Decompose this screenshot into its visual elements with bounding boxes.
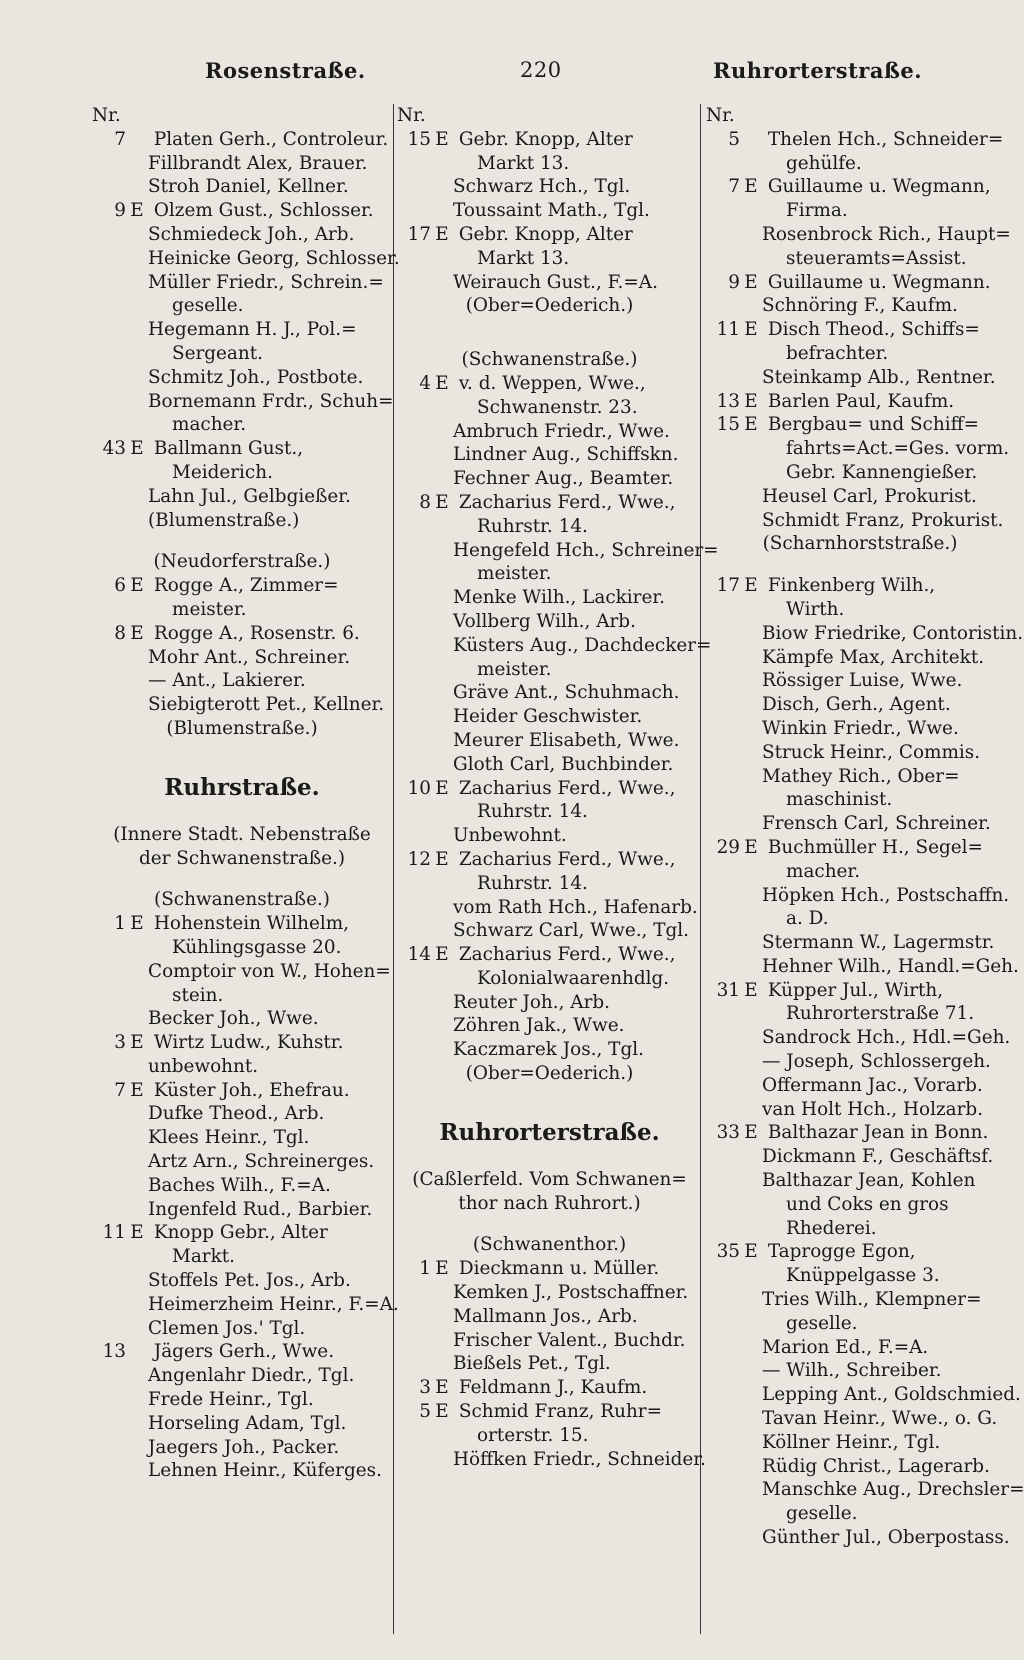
house-number: 1 bbox=[419, 1258, 431, 1280]
house-number: 31 bbox=[716, 979, 740, 1001]
resident-entry: Heinicke Georg, Schlosser. bbox=[148, 247, 400, 269]
entry-continuation: Ruhrstr. 14. bbox=[477, 515, 588, 537]
resident-text: Zacharius Ferd., Wwe., bbox=[453, 491, 676, 513]
resident-entry: Kemken J., Postschaffner. bbox=[453, 1282, 689, 1304]
entry-continuation: Firma. bbox=[786, 200, 848, 222]
entry-continuation: a. D. bbox=[786, 908, 829, 930]
ownership-mark: E bbox=[130, 1032, 144, 1054]
house-entry bbox=[92, 1340, 392, 1364]
ownership-mark: E bbox=[744, 1241, 758, 1263]
spacer bbox=[92, 805, 392, 823]
section-note: thor nach Ruhrort.) bbox=[458, 1192, 641, 1214]
column-3 bbox=[706, 104, 1024, 1550]
house-number: 7 bbox=[114, 1079, 126, 1101]
section-note: (Ober=Oederich.) bbox=[465, 295, 634, 317]
resident-entry: Lindner Aug., Schiffskn. bbox=[453, 444, 679, 466]
entry-continuation: befrachter. bbox=[786, 342, 889, 364]
resident-entry: Reuter Joh., Arb. bbox=[453, 991, 611, 1013]
house-number: 5 bbox=[728, 128, 740, 150]
resident-entry: Günther Jul., Oberpostass. bbox=[762, 1527, 1010, 1549]
house-entry bbox=[92, 128, 392, 152]
resident-entry: Rüdig Christ., Lagerarb. bbox=[762, 1455, 990, 1477]
ownership-mark: E bbox=[744, 979, 758, 1001]
entry-continuation: Markt. bbox=[172, 1246, 235, 1268]
house-entry bbox=[706, 1121, 1014, 1145]
house-number: 9 bbox=[728, 271, 740, 293]
resident-entry: Rosenbrock Rich., Haupt= bbox=[762, 223, 1011, 245]
house-number: 8 bbox=[114, 622, 126, 644]
resident-entry: Stroh Daniel, Kellner. bbox=[148, 176, 349, 198]
ownership-mark: E bbox=[744, 575, 758, 597]
house-number: 9 bbox=[114, 200, 126, 222]
house-number: 7 bbox=[728, 176, 740, 198]
resident-text: Gebr. Knopp, Alter bbox=[453, 128, 633, 150]
resident-entry: Weirauch Gust., F.=A. bbox=[453, 271, 658, 293]
resident-entry: Ambruch Friedr., Wwe. bbox=[453, 420, 670, 442]
resident-text: Hohenstein Wilhelm, bbox=[148, 913, 350, 935]
house-entry bbox=[706, 390, 1014, 414]
resident-entry: Struck Heinr., Commis. bbox=[762, 741, 981, 763]
resident-entry: Stoffels Pet. Jos., Arb. bbox=[148, 1270, 351, 1292]
ownership-mark: E bbox=[130, 438, 144, 460]
resident-entry: Winkin Friedr., Wwe. bbox=[762, 717, 959, 739]
house-number: 35 bbox=[716, 1241, 740, 1263]
section-note: (Blumenstraße.) bbox=[166, 717, 318, 739]
ownership-mark: E bbox=[435, 128, 449, 150]
house-number: 7 bbox=[114, 128, 126, 150]
spacer bbox=[397, 1150, 702, 1168]
resident-entry: Heimerzheim Heinr., F.=A. bbox=[148, 1293, 399, 1315]
resident-entry: Becker Joh., Wwe. bbox=[148, 1008, 319, 1030]
house-number: 13 bbox=[102, 1341, 126, 1363]
section-note: (Neudorferstraße.) bbox=[153, 551, 331, 573]
house-entry bbox=[397, 1376, 702, 1400]
column-nr-label: Nr. bbox=[92, 105, 121, 126]
entry-continuation: steueramts=Assist. bbox=[786, 247, 967, 269]
resident-entry: Köllner Heinr., Tgl. bbox=[762, 1431, 941, 1453]
ownership-mark: E bbox=[435, 848, 449, 870]
resident-entry: van Holt Hch., Holzarb. bbox=[762, 1098, 984, 1120]
resident-text: Gebr. Knopp, Alter bbox=[453, 223, 633, 245]
resident-entry: Höffken Friedr., Schneider. bbox=[453, 1448, 706, 1470]
resident-entry: Angenlahr Diedr., Tgl. bbox=[148, 1365, 355, 1387]
house-entry bbox=[397, 372, 702, 396]
ownership-mark: E bbox=[435, 491, 449, 513]
house-entry bbox=[706, 979, 1014, 1003]
resident-text: Guillaume u. Wegmann, bbox=[762, 176, 991, 198]
resident-entry: Müller Friedr., Schrein.= bbox=[148, 271, 384, 293]
ownership-mark: E bbox=[435, 223, 449, 245]
ownership-mark: E bbox=[744, 836, 758, 858]
resident-entry: Schmitz Joh., Postbote. bbox=[148, 366, 364, 388]
resident-entry: Bornemann Frdr., Schuh= bbox=[148, 390, 394, 412]
house-entry bbox=[92, 1079, 392, 1103]
entry-continuation: macher. bbox=[172, 414, 247, 436]
resident-entry: Fechner Aug., Beamter. bbox=[453, 468, 674, 490]
resident-entry: Stermann W., Lagermstr. bbox=[762, 932, 995, 954]
house-number: 4 bbox=[419, 372, 431, 394]
resident-entry: Artz Arn., Schreinerges. bbox=[148, 1151, 375, 1173]
house-number: 11 bbox=[102, 1222, 126, 1244]
house-entry bbox=[397, 1257, 702, 1281]
resident-text: Zacharius Ferd., Wwe., bbox=[453, 777, 676, 799]
house-entry bbox=[706, 175, 1014, 199]
resident-entry: Lahn Jul., Gelbgießer. bbox=[148, 485, 351, 507]
house-entry bbox=[397, 943, 702, 967]
section-note: (Schwanenstraße.) bbox=[154, 889, 330, 911]
entry-continuation: Ruhrstr. 14. bbox=[477, 872, 588, 894]
spacer bbox=[92, 741, 392, 771]
ownership-mark: E bbox=[744, 414, 758, 436]
house-number: 29 bbox=[716, 836, 740, 858]
entry-continuation: Wirth. bbox=[786, 598, 845, 620]
resident-entry: — Wilh., Schreiber. bbox=[762, 1360, 942, 1382]
resident-text: Zacharius Ferd., Wwe., bbox=[453, 848, 676, 870]
section-note: (Ober=Oederich.) bbox=[465, 1063, 634, 1085]
ownership-mark: E bbox=[744, 176, 758, 198]
resident-entry: Mallmann Jos., Arb. bbox=[453, 1305, 638, 1327]
resident-entry: Schmidt Franz, Prokurist. bbox=[762, 509, 1004, 531]
entry-continuation: Ruhrstr. 14. bbox=[477, 801, 588, 823]
resident-entry: Tries Wilh., Klempner= bbox=[762, 1289, 982, 1311]
resident-text: Disch Theod., Schiffs= bbox=[762, 319, 980, 341]
section-note: (Schwanenstraße.) bbox=[461, 349, 638, 371]
resident-entry: Mathey Rich., Ober= bbox=[762, 765, 960, 787]
house-entry bbox=[706, 1240, 1014, 1264]
resident-text: Rogge A., Rosenstr. 6. bbox=[148, 622, 360, 644]
resident-entry: Unbewohnt. bbox=[453, 825, 567, 847]
resident-entry: Frede Heinr., Tgl. bbox=[148, 1389, 314, 1411]
entry-continuation: Gebr. Kannengießer. bbox=[786, 461, 978, 483]
resident-text: Bergbau= und Schiff= bbox=[762, 414, 980, 436]
spacer bbox=[397, 318, 702, 348]
resident-entry: Marion Ed., F.=A. bbox=[762, 1336, 929, 1358]
entry-continuation: Sergeant. bbox=[172, 342, 263, 364]
resident-entry: Sandrock Hch., Hdl.=Geh. bbox=[762, 1027, 1011, 1049]
resident-entry: Zöhren Jak., Wwe. bbox=[453, 1015, 625, 1037]
entry-continuation: meister. bbox=[172, 598, 247, 620]
resident-entry: Gloth Carl, Buchbinder. bbox=[453, 753, 674, 775]
resident-entry: Schwarz Carl, Wwe., Tgl. bbox=[453, 920, 690, 942]
resident-entry: Gräve Ant., Schuhmach. bbox=[453, 682, 680, 704]
spacer bbox=[706, 556, 1014, 574]
entry-continuation: Markt 13. bbox=[477, 152, 570, 174]
ownership-mark: E bbox=[130, 622, 144, 644]
resident-entry: Horseling Adam, Tgl. bbox=[148, 1412, 347, 1434]
resident-text: Knopp Gebr., Alter bbox=[148, 1222, 328, 1244]
entry-continuation: stein. bbox=[172, 984, 224, 1006]
resident-entry: Steinkamp Alb., Rentner. bbox=[762, 366, 996, 388]
house-entry bbox=[397, 491, 702, 515]
resident-entry: Siebigterott Pet., Kellner. bbox=[148, 694, 385, 716]
entry-continuation: geselle. bbox=[786, 1503, 858, 1525]
ownership-mark: E bbox=[435, 1377, 449, 1399]
house-number: 6 bbox=[114, 575, 126, 597]
house-number: 8 bbox=[419, 491, 431, 513]
resident-entry: Schwarz Hch., Tgl. bbox=[453, 176, 631, 198]
resident-entry: Frischer Valent., Buchdr. bbox=[453, 1329, 686, 1351]
entry-continuation: geselle. bbox=[172, 295, 244, 317]
resident-text: Küster Joh., Ehefrau. bbox=[148, 1079, 350, 1101]
street-heading: Ruhrstraße. bbox=[164, 773, 320, 801]
house-number: 5 bbox=[419, 1401, 431, 1423]
ownership-mark: E bbox=[744, 271, 758, 293]
page-number: 220 bbox=[520, 58, 562, 82]
resident-entry: Kaczmarek Jos., Tgl. bbox=[453, 1039, 644, 1061]
resident-entry: Baches Wilh., F.=A. bbox=[148, 1174, 331, 1196]
house-entry bbox=[397, 1400, 702, 1424]
house-entry bbox=[706, 271, 1014, 295]
resident-text: Feldmann J., Kaufm. bbox=[453, 1377, 648, 1399]
resident-text: Taprogge Egon, bbox=[762, 1241, 916, 1263]
house-entry bbox=[706, 128, 1014, 152]
ownership-mark: E bbox=[435, 777, 449, 799]
column-nr-label: Nr. bbox=[397, 105, 426, 126]
resident-text: Platen Gerh., Controleur. bbox=[148, 128, 389, 150]
resident-entry: Clemen Jos.' Tgl. bbox=[148, 1317, 306, 1339]
entry-continuation: Schwanenstr. 23. bbox=[477, 396, 638, 418]
entry-continuation: meister. bbox=[477, 563, 552, 585]
house-entry bbox=[397, 128, 702, 152]
entry-continuation: Knüppelgasse 3. bbox=[786, 1265, 940, 1287]
house-number: 15 bbox=[407, 128, 431, 150]
resident-entry: Klees Heinr., Tgl. bbox=[148, 1127, 310, 1149]
resident-text: Finkenberg Wilh., bbox=[762, 575, 936, 597]
house-entry bbox=[397, 848, 702, 872]
house-entry bbox=[92, 1031, 392, 1055]
street-heading: Ruhrorterstraße. bbox=[439, 1118, 660, 1146]
house-entry bbox=[706, 413, 1014, 437]
house-entry bbox=[92, 199, 392, 223]
resident-entry: Lepping Ant., Goldschmied. bbox=[762, 1384, 1021, 1406]
section-note: (Schwanenthor.) bbox=[472, 1234, 627, 1256]
resident-entry: Jaegers Joh., Packer. bbox=[148, 1436, 340, 1458]
entry-continuation: fahrts=Act.=Ges. vorm. bbox=[786, 438, 1010, 460]
resident-text: Balthazar Jean in Bonn. bbox=[762, 1122, 989, 1144]
resident-entry: — Joseph, Schlossergeh. bbox=[762, 1051, 991, 1073]
resident-entry: Mohr Ant., Schreiner. bbox=[148, 646, 351, 668]
resident-entry: Vollberg Wilh., Arb. bbox=[453, 610, 636, 632]
resident-text: Dieckmann u. Müller. bbox=[453, 1258, 660, 1280]
resident-entry: Rössiger Luise, Wwe. bbox=[762, 670, 963, 692]
house-number: 1 bbox=[114, 913, 126, 935]
entry-continuation: macher. bbox=[786, 860, 861, 882]
house-number: 12 bbox=[407, 848, 431, 870]
section-note: (Scharnhorststraße.) bbox=[762, 533, 958, 555]
entry-continuation: und Coks en gros bbox=[786, 1193, 949, 1215]
resident-entry: Hehner Wilh., Handl.=Geh. bbox=[762, 955, 1019, 977]
house-number: 10 bbox=[407, 777, 431, 799]
entry-continuation: gehülfe. bbox=[786, 152, 862, 174]
section-note: (Caßlerfeld. Vom Schwanen= bbox=[412, 1168, 687, 1190]
resident-entry: Dufke Theod., Arb. bbox=[148, 1103, 325, 1125]
resident-entry: Comptoir von W., Hohen= bbox=[148, 960, 391, 982]
entry-continuation: Kolonialwaarenhdlg. bbox=[477, 967, 670, 989]
ownership-mark: E bbox=[435, 1258, 449, 1280]
resident-entry: Dickmann F., Geschäftsf. bbox=[762, 1146, 994, 1168]
header-left-street: Rosenstraße. bbox=[205, 58, 366, 83]
house-number: 43 bbox=[102, 438, 126, 460]
spacer bbox=[397, 1215, 702, 1233]
header-right-street: Ruhrorterstraße. bbox=[713, 58, 923, 83]
resident-text: Olzem Gust., Schlosser. bbox=[148, 200, 374, 222]
entry-continuation: orterstr. 15. bbox=[477, 1424, 589, 1446]
resident-entry: Fillbrandt Alex, Brauer. bbox=[148, 152, 368, 174]
resident-text: v. d. Weppen, Wwe., bbox=[453, 372, 646, 394]
resident-text: Schmid Franz, Ruhr= bbox=[453, 1401, 663, 1423]
resident-text: Barlen Paul, Kaufm. bbox=[762, 390, 955, 412]
resident-text: Jägers Gerh., Wwe. bbox=[148, 1341, 335, 1363]
resident-entry: Höpken Hch., Postschaffn. bbox=[762, 884, 1010, 906]
house-number: 15 bbox=[716, 414, 740, 436]
resident-text: Zacharius Ferd., Wwe., bbox=[453, 944, 676, 966]
ownership-mark: E bbox=[744, 1122, 758, 1144]
resident-text: Wirtz Ludw., Kuhstr. bbox=[148, 1032, 344, 1054]
resident-entry: Meurer Elisabeth, Wwe. bbox=[453, 729, 680, 751]
resident-entry: — Ant., Lakierer. bbox=[148, 670, 306, 692]
resident-entry: Balthazar Jean, Kohlen bbox=[762, 1170, 976, 1192]
resident-entry: Schmiedeck Joh., Arb. bbox=[148, 223, 355, 245]
resident-entry: Tavan Heinr., Wwe., o. G. bbox=[762, 1408, 998, 1430]
entry-continuation: Ruhrorterstraße 71. bbox=[786, 1003, 975, 1025]
resident-entry: Ingenfeld Rud., Barbier. bbox=[148, 1198, 373, 1220]
resident-text: Guillaume u. Wegmann. bbox=[762, 271, 991, 293]
resident-entry: unbewohnt. bbox=[148, 1055, 259, 1077]
ownership-mark: E bbox=[435, 1401, 449, 1423]
resident-entry: Disch, Gerh., Agent. bbox=[762, 694, 951, 716]
resident-entry: Kämpfe Max, Architekt. bbox=[762, 646, 985, 668]
house-number: 14 bbox=[407, 944, 431, 966]
ownership-mark: E bbox=[130, 200, 144, 222]
resident-text: Buchmüller H., Segel= bbox=[762, 836, 983, 858]
resident-text: Rogge A., Zimmer= bbox=[148, 575, 339, 597]
resident-text: Ballmann Gust., bbox=[148, 438, 304, 460]
house-entry bbox=[92, 622, 392, 646]
column-1 bbox=[92, 104, 400, 1483]
ownership-mark: E bbox=[744, 390, 758, 412]
resident-entry: Biow Friedrike, Contoristin. bbox=[762, 622, 1024, 644]
ownership-mark: E bbox=[744, 319, 758, 341]
resident-entry: Toussaint Math., Tgl. bbox=[453, 200, 650, 222]
ownership-mark: E bbox=[130, 1079, 144, 1101]
resident-entry: Hegemann H. J., Pol.= bbox=[148, 319, 357, 341]
house-entry bbox=[92, 574, 392, 598]
ownership-mark: E bbox=[435, 944, 449, 966]
ownership-mark: E bbox=[130, 1222, 144, 1244]
resident-text: Küpper Jul., Wirth, bbox=[762, 979, 944, 1001]
spacer bbox=[397, 1086, 702, 1116]
house-entry bbox=[397, 777, 702, 801]
resident-entry: Lehnen Heinr., Küferges. bbox=[148, 1460, 382, 1482]
resident-text: Thelen Hch., Schneider= bbox=[762, 128, 1004, 150]
section-note: (Innere Stadt. Nebenstraße bbox=[113, 823, 371, 845]
entry-continuation: Markt 13. bbox=[477, 247, 570, 269]
resident-entry: Heusel Carl, Prokurist. bbox=[762, 485, 977, 507]
house-number: 11 bbox=[716, 319, 740, 341]
column-divider bbox=[393, 104, 394, 1634]
ownership-mark: E bbox=[130, 575, 144, 597]
house-number: 33 bbox=[716, 1122, 740, 1144]
resident-entry: Offermann Jac., Vorarb. bbox=[762, 1074, 983, 1096]
resident-entry: Küsters Aug., Dachdecker= bbox=[453, 634, 712, 656]
entry-continuation: geselle. bbox=[786, 1312, 858, 1334]
resident-entry: vom Rath Hch., Hafenarb. bbox=[453, 896, 698, 918]
section-note: der Schwanenstraße.) bbox=[138, 847, 346, 869]
ownership-mark: E bbox=[130, 913, 144, 935]
house-number: 3 bbox=[419, 1377, 431, 1399]
house-number: 17 bbox=[407, 223, 431, 245]
house-entry bbox=[92, 437, 392, 461]
resident-entry: Heider Geschwister. bbox=[453, 706, 643, 728]
resident-entry: Frensch Carl, Schreiner. bbox=[762, 813, 991, 835]
house-entry bbox=[706, 318, 1014, 342]
house-entry bbox=[92, 1221, 392, 1245]
resident-entry: Manschke Aug., Drechsler= bbox=[762, 1479, 1024, 1501]
house-entry bbox=[397, 223, 702, 247]
column-2 bbox=[397, 104, 719, 1471]
resident-entry: (Blumenstraße.) bbox=[148, 509, 300, 531]
resident-entry: Schnöring F., Kaufm. bbox=[762, 295, 958, 317]
column-nr-label: Nr. bbox=[706, 105, 735, 126]
resident-entry: Bießels Pet., Tgl. bbox=[453, 1353, 611, 1375]
entry-continuation: Rhederei. bbox=[786, 1217, 877, 1239]
house-number: 3 bbox=[114, 1032, 126, 1054]
house-entry bbox=[706, 836, 1014, 860]
entry-continuation: maschinist. bbox=[786, 789, 893, 811]
house-entry bbox=[706, 574, 1014, 598]
entry-continuation: Meiderich. bbox=[172, 461, 273, 483]
spacer bbox=[92, 870, 392, 888]
spacer bbox=[92, 532, 392, 550]
house-number: 13 bbox=[716, 390, 740, 412]
entry-continuation: Kühlingsgasse 20. bbox=[172, 936, 342, 958]
ownership-mark: E bbox=[435, 372, 449, 394]
resident-entry: Menke Wilh., Lackirer. bbox=[453, 587, 665, 609]
house-number: 17 bbox=[716, 575, 740, 597]
entry-continuation: meister. bbox=[477, 658, 552, 680]
resident-entry: Hengefeld Hch., Schreiner= bbox=[453, 539, 719, 561]
house-entry bbox=[92, 912, 392, 936]
